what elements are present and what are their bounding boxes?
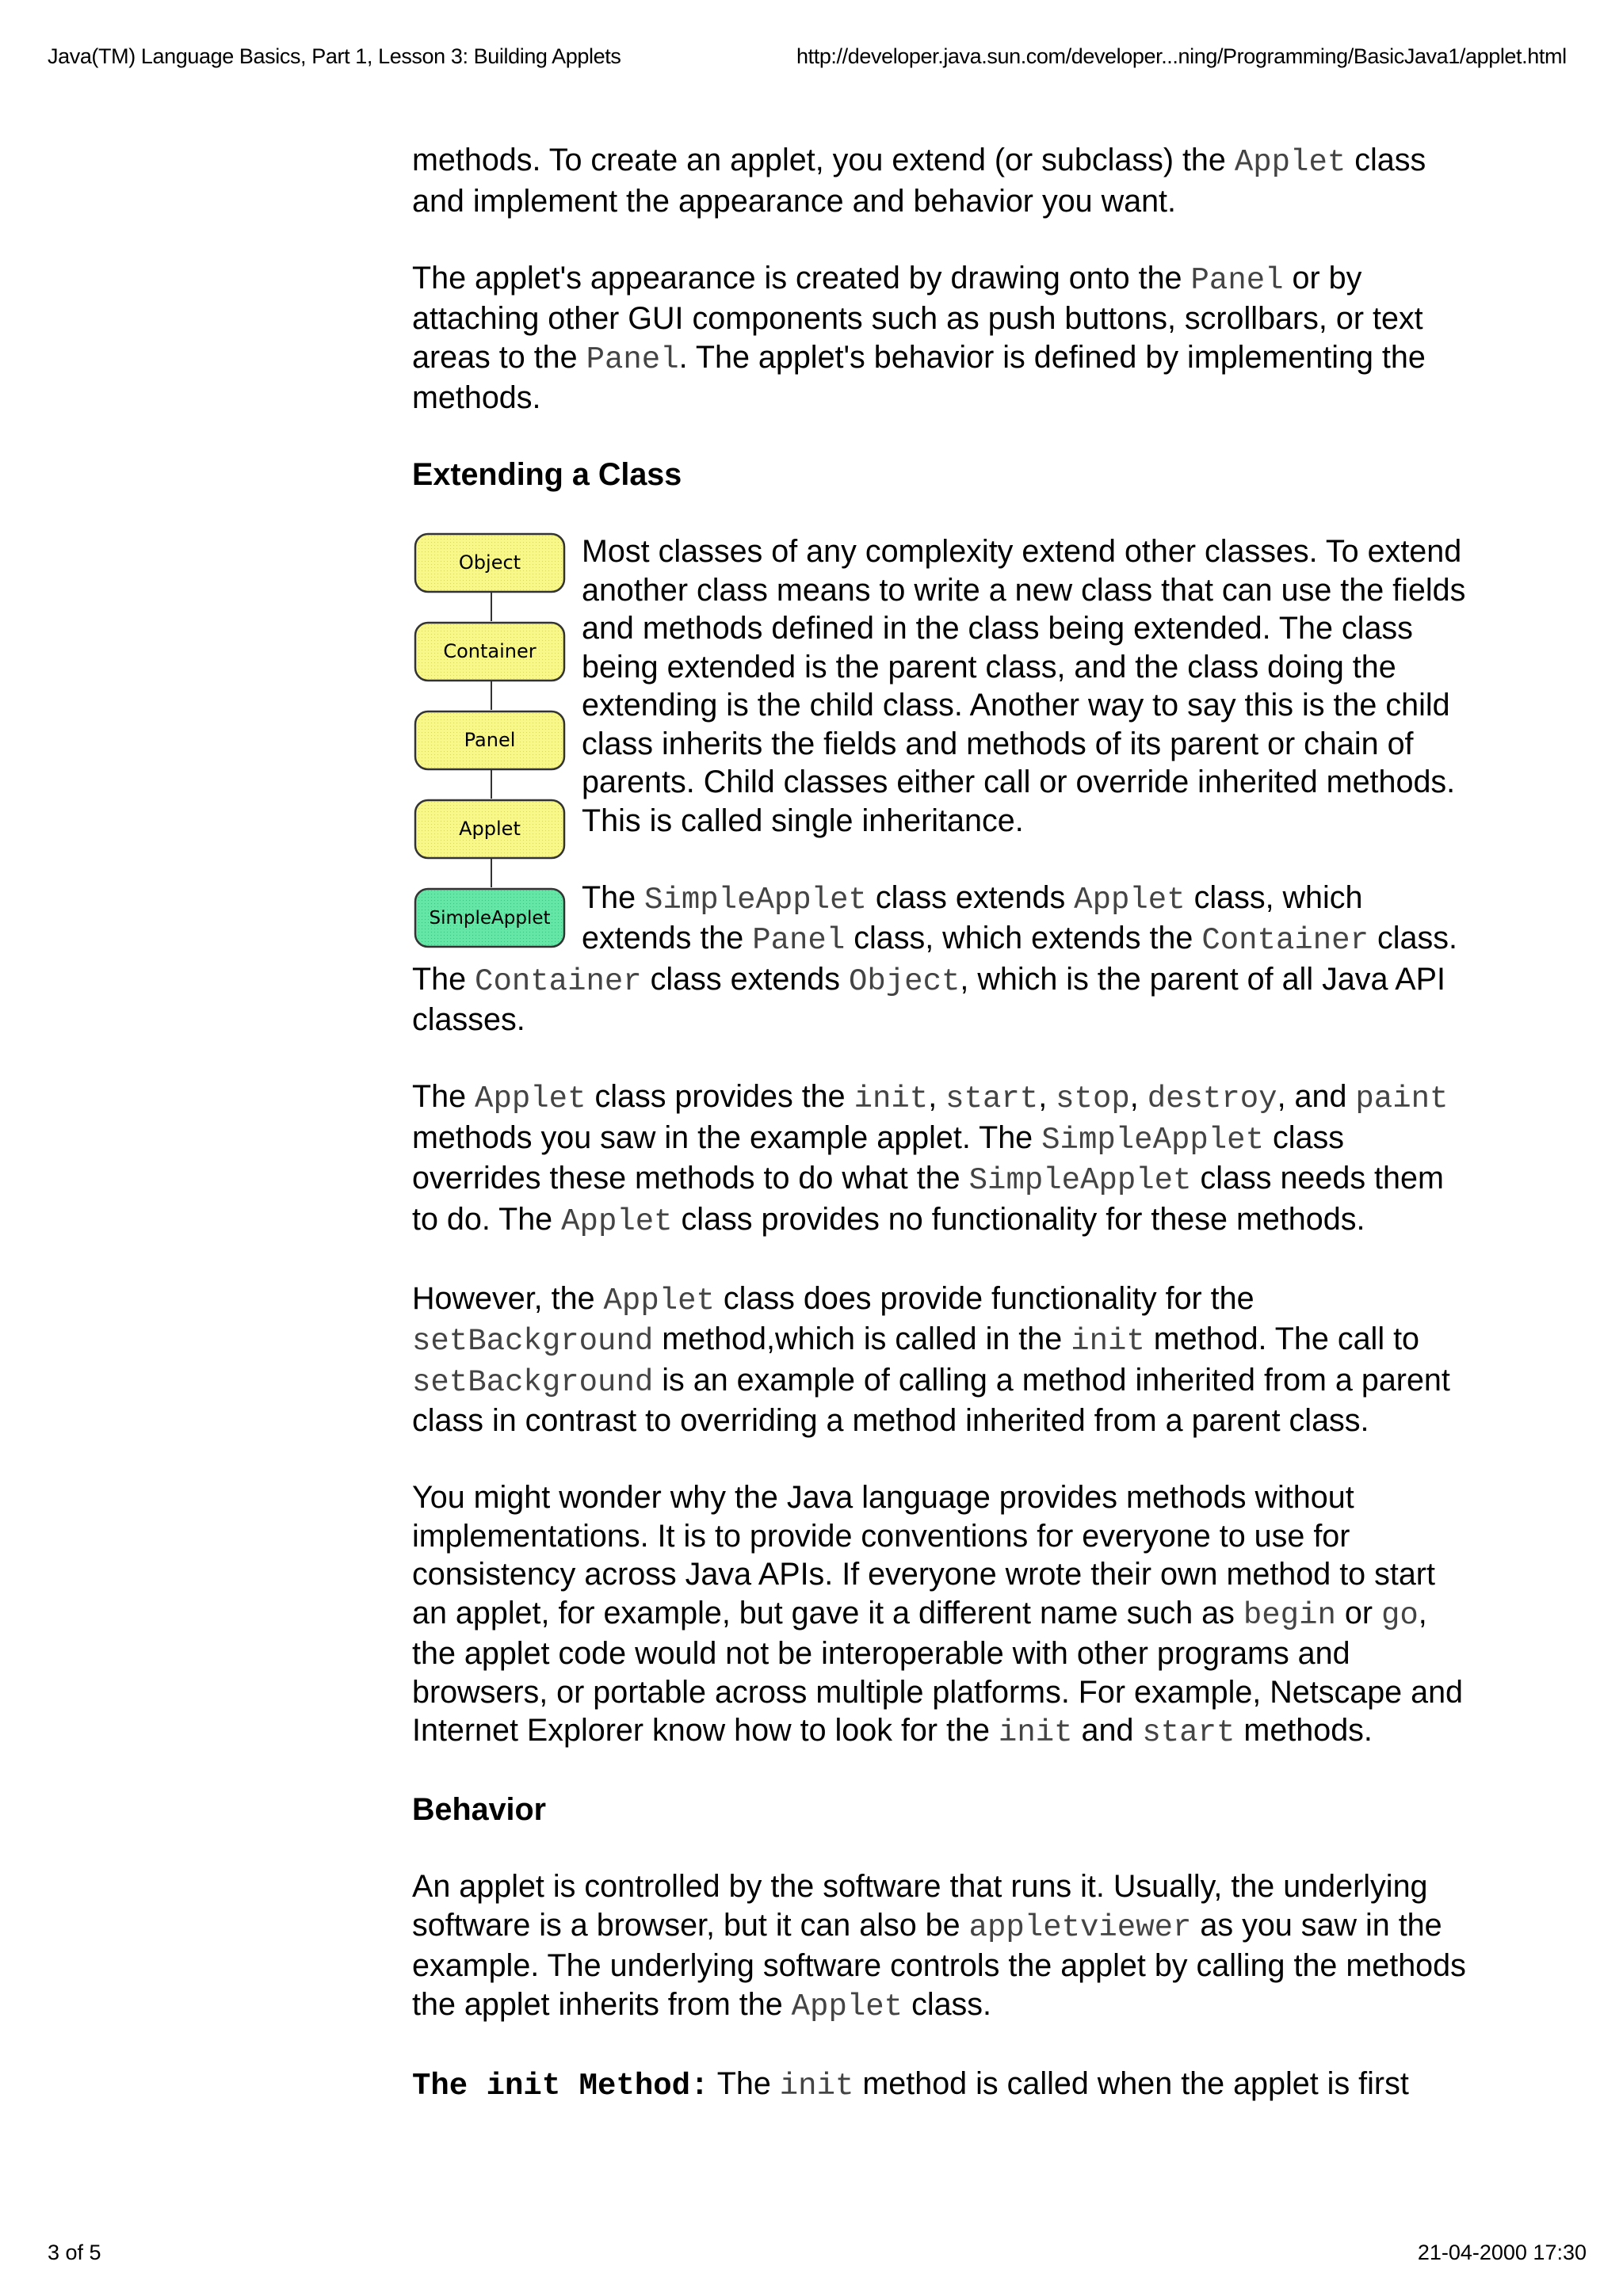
- text-run: class overrides these methods to do what the: [412, 1119, 1344, 1196]
- inline-code: Panel: [586, 341, 679, 377]
- paragraph: [412, 2065, 1474, 2106]
- inline-code: Container: [1201, 923, 1369, 958]
- inline-code: Applet: [561, 1203, 673, 1239]
- text-run: Most classes of any complexity extend other classes. To extend another class means to write a new class that can use the fields and methods defined in the class being extended. The class being extended is the parent class, and the class doing the extending is the child class. Another way to say this is the child class inherits the fields and methods of its parent or chain of parents. Child classes either call or override inherited methods. This is called single inheritance.: [582, 534, 1466, 838]
- inline-code: setBackground: [412, 1324, 654, 1359]
- inline-code: SimpleApplet: [968, 1163, 1192, 1198]
- inline-code: appletviewer: [968, 1909, 1192, 1945]
- diagram-node-label: Panel: [464, 729, 516, 751]
- inline-code: start: [1142, 1715, 1235, 1750]
- text-run: ,: [928, 1079, 946, 1114]
- class-hierarchy-diagram: [412, 532, 577, 955]
- paragraph: [412, 1280, 1474, 1440]
- section-heading-extending: Extending a Class: [412, 457, 682, 492]
- text-run: class does provide functionality for the: [714, 1280, 1254, 1316]
- inline-code: init: [854, 1081, 929, 1116]
- text-run: class provides no functionality for these methods.: [672, 1201, 1365, 1237]
- text-run: method. The call to: [1144, 1322, 1420, 1356]
- bold-code-label: :: [690, 2068, 709, 2103]
- text-run: , and: [1277, 1079, 1356, 1114]
- text-run: However, the: [412, 1280, 604, 1316]
- text-run: class. The: [412, 921, 1457, 997]
- inline-code: Applet: [1234, 145, 1346, 180]
- inline-code: paint: [1355, 1081, 1449, 1116]
- section-heading-behavior: Behavior: [412, 1792, 547, 1827]
- text-run: method is called when the applet is first: [854, 2065, 1409, 2101]
- diagram-node-simpleapplet: [415, 889, 564, 947]
- diagram-node-label: Object: [458, 551, 521, 574]
- text-run: methods. To create an applet, you extend (or subclass) the: [412, 143, 1235, 177]
- text-run: class.: [903, 1986, 992, 2022]
- text-run: or: [1335, 1595, 1381, 1630]
- inline-code: Container: [475, 963, 642, 999]
- paragraph: [412, 1867, 1474, 2026]
- inline-code: Panel: [752, 923, 846, 958]
- diagram-node-applet: [415, 800, 564, 858]
- text-run: , which is the parent of all Java API classes.: [412, 961, 1445, 1037]
- inline-code: Applet: [1074, 882, 1186, 917]
- diagram-node-object: [415, 534, 564, 592]
- text-run: class, which extends the: [582, 879, 1363, 955]
- print-datetime: 21-04-2000 17:30: [1417, 2241, 1587, 2264]
- paragraph: [412, 1478, 1474, 1753]
- inline-code: go: [1381, 1597, 1419, 1633]
- text-run: and: [1072, 1713, 1143, 1748]
- text-run: class needs them to do. The: [412, 1161, 1444, 1237]
- inline-code: Applet: [475, 1081, 586, 1116]
- inline-code: begin: [1243, 1597, 1336, 1633]
- inline-code: Object: [848, 963, 960, 999]
- paragraph: [412, 141, 1474, 220]
- text-run: class extends: [641, 961, 849, 997]
- inline-code: stop: [1056, 1081, 1130, 1116]
- diagram-node-label: Applet: [459, 818, 521, 840]
- text-run: The: [708, 2065, 780, 2101]
- page-footer: [48, 2241, 1587, 2272]
- text-run: method,which is called in the: [653, 1322, 1071, 1356]
- inline-code: start: [945, 1081, 1039, 1116]
- inline-code: init: [779, 2068, 854, 2103]
- text-run: or by attaching other GUI components such as push buttons, scrollbars, or text areas to the: [412, 260, 1423, 375]
- text-run: class, which extends the: [845, 921, 1202, 955]
- text-run: An applet is controlled by the software that runs it. Usually, the underlying software is a browser, but it can also be: [412, 1869, 1428, 1943]
- document-body: [412, 141, 1474, 2144]
- header-url: http://developer.java.sun.com/developer...ning/Programming/BasicJava1/applet.html: [796, 44, 1567, 68]
- bold-code-label: The init Method: [412, 2068, 691, 2103]
- inline-code: Applet: [791, 1989, 903, 2024]
- inline-code: init: [1071, 1324, 1145, 1359]
- header-title: Java(TM) Language Basics, Part 1, Lesson 3: Building Applets: [48, 44, 621, 68]
- page-number: 3 of 5: [48, 2241, 101, 2264]
- text-run: class provides the: [586, 1079, 854, 1114]
- inline-code: SimpleApplet: [644, 882, 867, 917]
- page-header: [48, 44, 1593, 76]
- inline-code: SimpleApplet: [1041, 1122, 1264, 1158]
- inline-code: setBackground: [412, 1364, 654, 1400]
- text-run: methods.: [1235, 1713, 1373, 1748]
- inline-code: destroy: [1147, 1081, 1277, 1116]
- diagram-node-label: SimpleApplet: [429, 908, 551, 929]
- text-run: , the applet code would not be interoperable with other programs and browsers, or portable across multiple platforms. For example, Netscape and Internet Explorer know how to look for the: [412, 1595, 1464, 1748]
- text-run: methods you saw in the example applet. The: [412, 1119, 1042, 1155]
- diagram-node-container: [415, 623, 564, 681]
- text-run: The: [582, 879, 645, 915]
- text-run: is an example of calling a method inherited from a parent class in contrast to overriding a method inherited from a parent class.: [412, 1362, 1450, 1438]
- paragraph: [412, 259, 1474, 418]
- diagram-node-label: Container: [443, 640, 537, 662]
- text-run: class extends: [866, 879, 1075, 915]
- text-run: class and implement the appearance and behavior you want.: [412, 143, 1426, 219]
- paragraph: [412, 1077, 1474, 1241]
- text-run: The applet's appearance is created by drawing onto the: [412, 260, 1191, 296]
- text-run: The: [412, 1079, 475, 1114]
- text-run: ,: [1129, 1079, 1148, 1114]
- diagram-node-panel: [415, 711, 564, 769]
- text-run: as you saw in the example. The underlying software controls the applet by calling the methods the applet inherits from the: [412, 1907, 1466, 2022]
- text-run: You might wonder why the Java language provides methods without implementations. It is to provide conventions for everyone to use for consistency across Java APIs. If everyone wrote their own method to start an applet, for example, but gave it a different name such as: [412, 1480, 1435, 1630]
- text-run: . The applet's behavior is defined by implementing the methods.: [412, 339, 1426, 415]
- inline-code: Applet: [603, 1283, 715, 1318]
- text-run: ,: [1038, 1079, 1056, 1114]
- inline-code: Panel: [1190, 262, 1284, 298]
- inline-code: init: [998, 1715, 1073, 1750]
